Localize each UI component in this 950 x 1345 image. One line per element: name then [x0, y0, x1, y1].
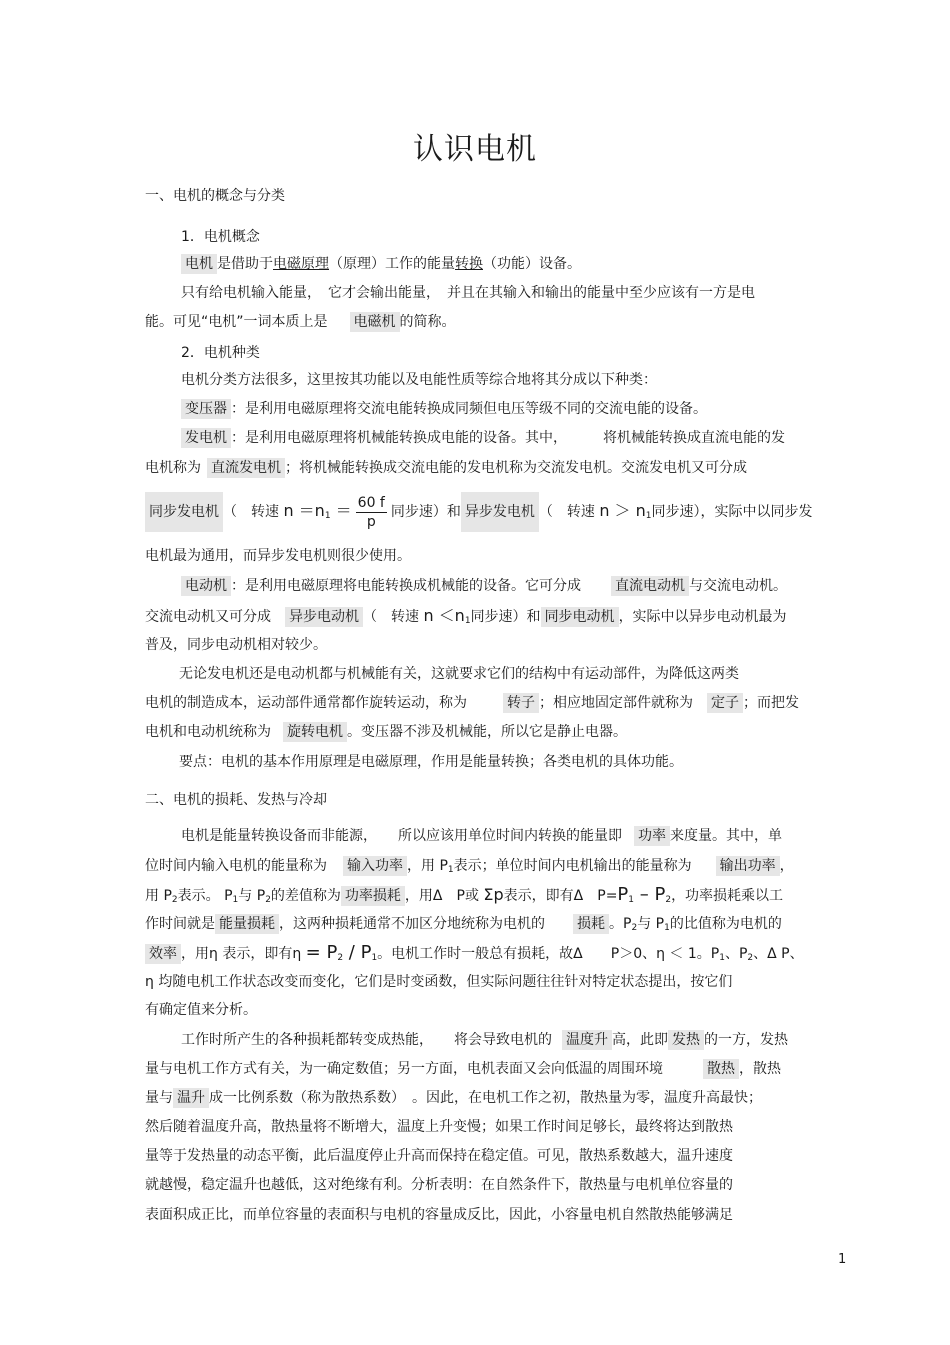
paragraph-line: 就越慢，稳定温升也越低，这对绝缘有利。分析表明：在自然条件下，散热量与电机单位容量的	[145, 1177, 733, 1193]
text-run: （ 转速	[363, 609, 419, 625]
equation: = $P_2 / P_1$	[305, 942, 378, 963]
paragraph-line	[145, 722, 627, 742]
highlight-term: 散热	[703, 1059, 739, 1079]
highlight-term: 功率	[634, 826, 670, 846]
page-title: 认识电机	[413, 132, 537, 167]
subheading-types: 2．电机种类	[181, 345, 260, 361]
text-run: 电机是能量转换设备而非能源， 所以应该用单位时间内转换的能量即	[181, 828, 622, 844]
highlight-term: 变压器	[181, 399, 231, 419]
section-heading-1: 一、电机的概念与分类	[145, 188, 285, 204]
equation: $n > n_1$	[599, 501, 652, 521]
paragraph-line	[181, 428, 785, 448]
text-run: 交流电动机又可分成	[145, 609, 271, 625]
highlight-term: 效率	[145, 944, 181, 964]
text-run: （原理）工作的能量	[329, 256, 455, 272]
highlight-term: 温升	[173, 1088, 209, 1108]
paragraph-line	[181, 254, 581, 274]
text-run: 表示；单位时间内电机输出的能量称为	[453, 858, 692, 874]
highlight-term: 异步发电机	[461, 492, 539, 532]
paragraph-line	[181, 826, 782, 846]
text-run: 的简称。	[399, 314, 456, 330]
paragraph-line: 无论发电机还是电动机都与机械能有关，这就要求它们的结构中有运动部件，为降低这两类	[179, 666, 739, 682]
paragraph-line	[181, 399, 707, 419]
paragraph-line: 表面积成正比，而单位容量的表面积与电机的容量成反比，因此，小容量电机自然散热能够满足	[145, 1207, 733, 1223]
text-run: 同步速）和	[390, 504, 461, 520]
underlined-term: 转换	[455, 256, 483, 272]
equation: $n <n_1$	[423, 606, 471, 626]
equation-line: 用 $P_2$表示。 $P_1$与 $P_2$的差值称为 功率损耗 ，用Δ P或 Σp表示，即有Δ $P=P_1 - P_2$，功率损耗乘以工	[145, 884, 784, 905]
highlight-term: 同步电动机	[541, 607, 619, 627]
highlight-term: 温度升	[562, 1030, 612, 1050]
page-number: 1	[838, 1252, 847, 1267]
paragraph-line: 电机分类方法很多，这里按其功能以及电能性质等综合地将其分成以下种类：	[181, 372, 657, 388]
text-run: ：是利用电磁原理将交流电能转换成同频但电压等级不同的交流电能的设备。	[231, 401, 707, 417]
text-run: 来度量。其中，单	[670, 828, 782, 844]
text-run: （功能）设备。	[483, 256, 581, 272]
key-point-line: 要点：电机的基本作用原理是电磁原理，作用是能量转换；各类电机的具体功能。	[179, 754, 683, 770]
text-run: 同步速）和	[470, 609, 541, 625]
highlight-term: 能量损耗	[215, 914, 279, 934]
paragraph-line: 普及，同步电动机相对较少。	[145, 637, 327, 653]
highlight-term: 功率损耗	[341, 886, 405, 906]
text-run: ，用	[407, 858, 435, 874]
text-run: 与交流电动机。	[689, 578, 787, 594]
paragraph-line	[145, 693, 799, 713]
text-run: 同步速），实际中以同步发	[651, 504, 813, 520]
paragraph-line	[145, 458, 747, 478]
paragraph-line: 量与 温升 成一比例系数（称为散热系数） 。因此，在电机工作之初，散热量为零，温度升高最快；	[145, 1090, 762, 1106]
text-run: ，实际中以异步电动机最为	[618, 609, 787, 625]
text-run: ；将机械能转换成交流电能的发电机称为交流发电机。交流发电机又可分成	[285, 460, 747, 476]
paragraph-line: 量与电机工作方式有关，为一确定数值；另一方面，电机表面又会向低温的周围环境 散热 ，散热	[145, 1061, 781, 1077]
highlight-term: 发热	[668, 1030, 704, 1050]
highlight-term: 异步电动机	[285, 607, 363, 627]
highlight-term: 同步发电机	[145, 492, 223, 532]
paragraph-line	[145, 606, 787, 631]
text-run: 位时间内输入电机的能量称为	[145, 858, 327, 874]
subheading-concept: 1．电机概念	[181, 229, 260, 245]
highlight-term: 输入功率	[343, 856, 407, 876]
equation: $n =n_1$ ＝	[283, 501, 352, 521]
paragraph-line	[181, 576, 787, 596]
underlined-term: 电磁原理	[273, 256, 329, 272]
highlight-term: 损耗	[573, 914, 609, 934]
text-run: 。变压器不涉及机械能，所以它是静止电器。	[347, 724, 627, 740]
text-run: 是借助于	[217, 256, 273, 272]
paragraph-line: 只有给电机输入能量， 它才会输出能量， 并且在其输入和输出的能量中至少应该有一方是电	[181, 285, 755, 301]
section-heading-2: 二、电机的损耗、发热与冷却	[145, 792, 327, 808]
highlight-term: 电机	[181, 254, 217, 274]
paragraph-line: η 均随电机工作状态改变而变化，它们是时变函数，但实际问题往往针对特定状态提出，按它们	[145, 974, 733, 990]
paragraph-line: 有确定值来分析。	[145, 1002, 257, 1018]
paragraph-line: 作时间就是 能量损耗 ，这两种损耗通常不加区分地统称为电机的 损耗 。$P_2$与 $P_1$的比值称为电机的	[145, 916, 782, 933]
equation: $P_1 - P_2$	[617, 884, 672, 905]
text-run: 将机械能转换成直流电能的发	[603, 430, 785, 446]
equation-line	[145, 490, 813, 537]
paragraph-line: 量等于发热量的动态平衡，此后温度停止升高而保持在稳定值。可见，散热系数越大，温升速度	[145, 1148, 733, 1164]
text-run: ：是利用电磁原理将电能转换成机械能的设备。它可分成	[231, 578, 581, 594]
highlight-term: 直流发电机	[207, 458, 285, 478]
highlight-term: 直流电动机	[611, 576, 689, 596]
text-run: 电机和电动机统称为	[145, 724, 271, 740]
text-run: ，	[779, 858, 794, 874]
paragraph-line: 位时间内输入电机的能量称为 输入功率 ，用 $P_1$表示；单位时间内电机输出的能量称为 输出功率 ，	[145, 858, 794, 875]
highlight-term: 转子	[503, 693, 539, 713]
text-run: 电机的制造成本，运动部件通常都作旋转运动，称为	[145, 695, 467, 711]
text-run: ；相应地固定部件就称为	[539, 695, 693, 711]
text-run: ；而把发	[743, 695, 799, 711]
text-run: （ 转速	[538, 504, 595, 520]
paragraph-line	[145, 312, 456, 332]
highlight-term: 电磁机	[350, 312, 400, 332]
text-run: （ 转速	[223, 504, 279, 520]
highlight-term: 输出功率	[716, 856, 780, 876]
highlight-term: 电动机	[181, 576, 231, 596]
highlight-term: 定子	[707, 693, 743, 713]
paragraph-line: 工作时所产生的各种损耗都转变成热能， 将会导致电机的 温度升 高，此即 发热 的一方，发热	[181, 1032, 788, 1048]
paragraph-line: 然后随着温度升高，散热量将不断增大，温度上升变慢；如果工作时间足够长，最终将达到散热	[145, 1119, 733, 1135]
equation-line: 效率 ，用η 表示，即有$\eta = P_2 / P_1$。电机工作时一般总有损耗，故Δ P＞0、η ＜ 1。$P_1$、$P_2$、Δ P、	[145, 943, 804, 968]
paragraph-line: 电机最为通用，而异步发电机则很少使用。	[145, 548, 411, 564]
text-run: 电机称为	[145, 460, 201, 476]
text-run: 能。可见“电机”一词本质上是	[145, 314, 328, 330]
highlight-term: 发电机	[181, 428, 231, 448]
highlight-term: 旋转电机	[283, 722, 347, 742]
fraction: $\frac{60 f}{p}$	[357, 494, 385, 530]
text-run: ：是利用电磁原理将机械能转换成电能的设备。其中，	[231, 430, 567, 446]
